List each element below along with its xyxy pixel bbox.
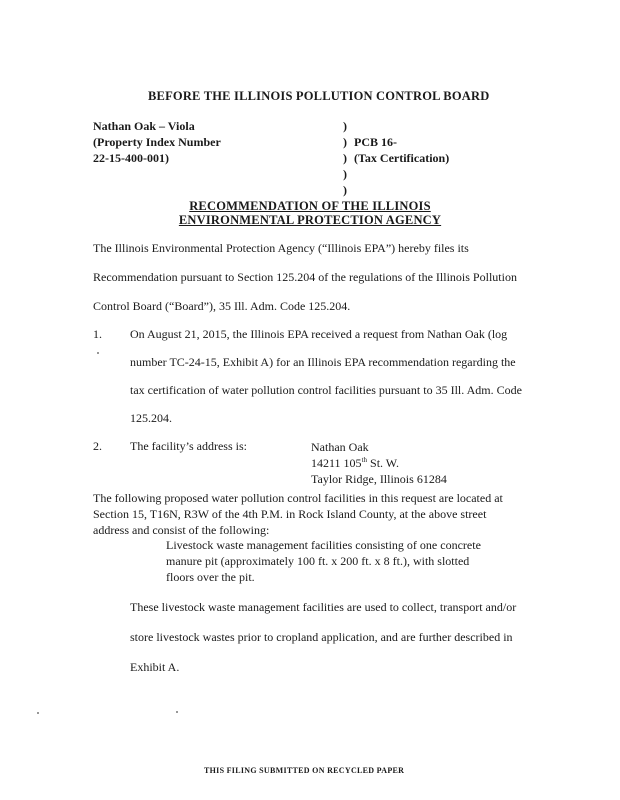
recycled-paper-footer: THIS FILING SUBMITTED ON RECYCLED PAPER bbox=[204, 766, 405, 775]
purpose-line: These livestock waste management facilities are used to collect, transport and/or bbox=[130, 600, 517, 614]
caption-bracket: ) bbox=[343, 167, 347, 181]
address-name: Nathan Oak bbox=[311, 440, 369, 454]
item-1-number: 1. bbox=[93, 327, 102, 341]
purpose-line: Exhibit A. bbox=[130, 660, 180, 674]
board-heading: BEFORE THE ILLINOIS POLLUTION CONTROL BOARD bbox=[148, 89, 490, 103]
document-title-line-2: ENVIRONMENTAL PROTECTION AGENCY bbox=[178, 213, 442, 227]
intro-line: Control Board (“Board”), 35 Ill. Adm. Code 125.204. bbox=[93, 299, 351, 313]
intro-line: Recommendation pursuant to Section 125.204 of the regulations of the Illinois Pollution bbox=[93, 270, 517, 284]
caption-bracket: ) bbox=[343, 183, 347, 197]
document-title-line-1: RECOMMENDATION OF THE ILLINOIS bbox=[189, 199, 431, 213]
scan-speck bbox=[176, 711, 178, 713]
caption-left bbox=[93, 118, 221, 166]
facility-description-line: floors over the pit. bbox=[166, 570, 255, 584]
address-street: 14211 105th St. W. bbox=[311, 456, 400, 470]
facility-description-line: Livestock waste management facilities consisting of one concrete bbox=[166, 538, 481, 552]
caption-bracket: ) bbox=[343, 135, 347, 149]
caption-pin-number: 22-15-400-001) bbox=[93, 151, 169, 165]
caption-bracket: ) bbox=[343, 151, 347, 165]
item-1-line: On August 21, 2015, the Illinois EPA received a request from Nathan Oak (log bbox=[130, 327, 508, 341]
scan-speck bbox=[97, 352, 99, 354]
facilities-line: Section 15, T16N, R3W of the 4th P.M. in Rock Island County, at the above street bbox=[93, 507, 487, 521]
caption-brackets bbox=[343, 118, 347, 198]
caption-bracket: ) bbox=[343, 119, 347, 133]
address-city: Taylor Ridge, Illinois 61284 bbox=[311, 472, 447, 486]
intro-line: The Illinois Environmental Protection Agency (“Illinois EPA”) hereby files its bbox=[93, 241, 469, 255]
case-number: PCB 16- bbox=[354, 135, 397, 149]
facilities-line: The following proposed water pollution control facilities in this request are located at bbox=[93, 491, 503, 505]
caption-right bbox=[354, 134, 449, 166]
item-1-line: tax certification of water pollution control facilities pursuant to 35 Ill. Adm. Code bbox=[130, 383, 522, 397]
facility-description bbox=[166, 537, 481, 585]
facilities-paragraph bbox=[93, 490, 503, 538]
facilities-line: address and consist of the following: bbox=[93, 523, 270, 537]
facility-description-line: manure pit (approximately 100 ft. x 200 ft. x 8 ft.), with slotted bbox=[166, 554, 470, 568]
item-2-label: The facility’s address is: bbox=[130, 439, 247, 453]
caption-pin-label: (Property Index Number bbox=[93, 135, 221, 149]
scan-speck bbox=[37, 712, 39, 714]
item-2-number: 2. bbox=[93, 439, 102, 453]
caption-party: Nathan Oak – Viola bbox=[93, 119, 195, 133]
item-1-line: number TC-24-15, Exhibit A) for an Illinois EPA recommendation regarding the bbox=[130, 355, 516, 369]
item-1-line: 125.204. bbox=[130, 411, 172, 425]
purpose-line: store livestock wastes prior to cropland application, and are further described in bbox=[130, 630, 513, 644]
case-type: (Tax Certification) bbox=[354, 151, 450, 165]
facility-address bbox=[311, 439, 447, 487]
